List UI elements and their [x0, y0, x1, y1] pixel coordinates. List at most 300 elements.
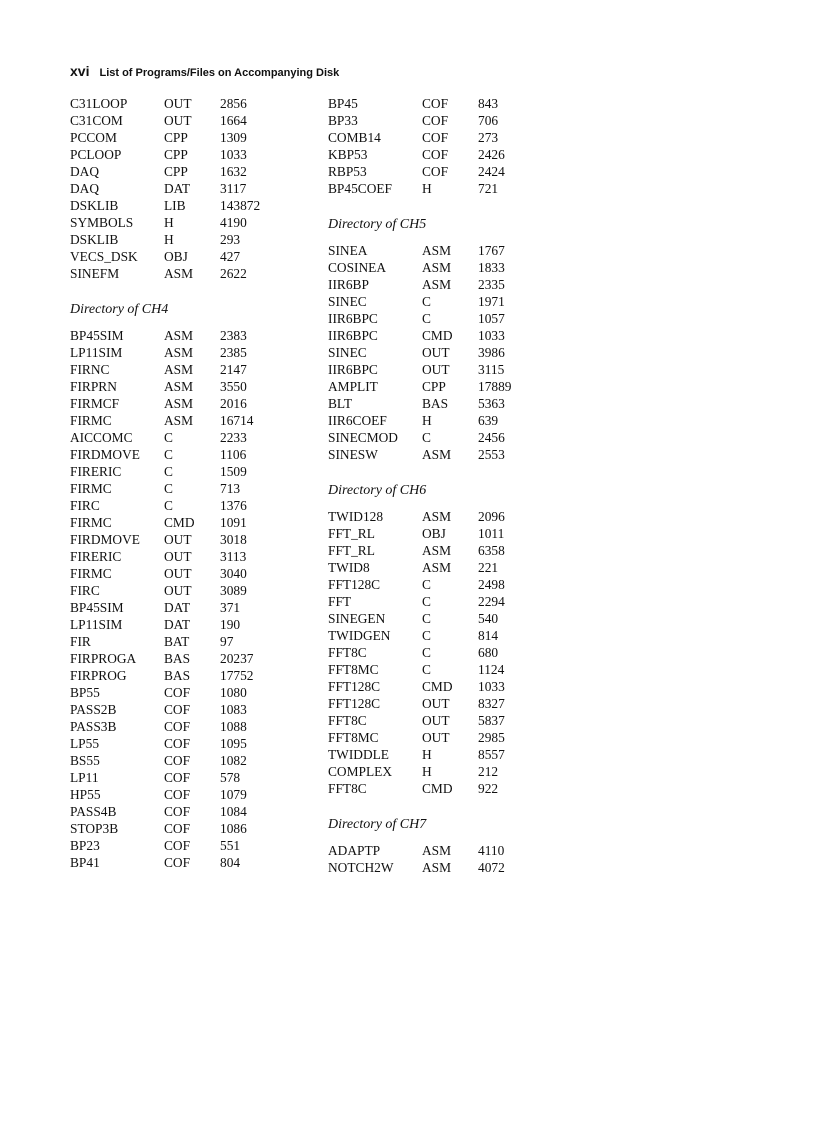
file-name: SINEC [328, 294, 367, 309]
file-size: 2985 [478, 730, 505, 745]
directory-section [328, 216, 528, 463]
file-extension: COF [422, 130, 449, 145]
file-extension: COF [164, 685, 191, 700]
file-row [70, 112, 270, 129]
file-row [328, 695, 528, 712]
file-size: 804 [220, 855, 241, 870]
file-name: SYMBOLS [70, 215, 134, 230]
file-extension: ASM [422, 509, 452, 524]
file-extension: H [422, 764, 432, 779]
file-size: 20237 [220, 651, 254, 666]
file-size: 1767 [478, 243, 505, 258]
file-size: 551 [220, 838, 241, 853]
file-row [328, 593, 528, 610]
file-list-column-right [328, 95, 528, 876]
file-row [328, 542, 528, 559]
file-size: 1091 [220, 515, 247, 530]
file-name: IIR6BPC [328, 328, 378, 343]
directory-section [328, 482, 528, 797]
file-name: VECS_DSK [70, 249, 138, 264]
file-size: 8557 [478, 747, 505, 762]
directory-heading: Directory of CH5 [328, 217, 427, 232]
file-row [70, 667, 270, 684]
file-name: FIRC [70, 583, 100, 598]
file-size: 706 [478, 113, 499, 128]
file-size: 17752 [220, 668, 254, 683]
file-name: C31COM [70, 113, 123, 128]
directory-section [328, 816, 528, 876]
file-row [328, 746, 528, 763]
file-name: BP45 [328, 96, 358, 111]
directory-heading: Directory of CH7 [328, 817, 427, 832]
file-name: IIR6COEF [328, 413, 387, 428]
file-row [70, 650, 270, 667]
file-size: 1376 [220, 498, 247, 513]
file-extension: C [164, 447, 173, 462]
file-name: BLT [328, 396, 353, 411]
file-extension: C [422, 628, 431, 643]
file-name: BP23 [70, 838, 100, 853]
file-size: 371 [220, 600, 241, 615]
file-row [328, 429, 528, 446]
file-extension: OUT [422, 696, 450, 711]
file-name: FIRMC [70, 566, 112, 581]
file-name: TWIDDLE [328, 747, 389, 762]
file-row [70, 480, 270, 497]
file-extension: ASM [422, 543, 452, 558]
file-extension: CMD [422, 328, 453, 343]
running-head-title: List of Programs/Files on Accompanying Disk [99, 67, 340, 79]
file-name: PCLOOP [70, 147, 122, 162]
file-extension: OUT [422, 345, 450, 360]
file-size: 2335 [478, 277, 505, 292]
file-size: 2096 [478, 509, 505, 524]
file-row [70, 514, 270, 531]
file-size: 1095 [220, 736, 247, 751]
file-row [70, 837, 270, 854]
file-size: 2147 [220, 362, 247, 377]
file-name: PASS2B [70, 702, 117, 717]
file-row [70, 548, 270, 565]
file-extension: C [422, 430, 431, 445]
file-row [70, 531, 270, 548]
file-extension: BAT [164, 634, 190, 649]
file-extension: OBJ [422, 526, 446, 541]
file-name: RBP53 [328, 164, 367, 179]
file-name: FIRERIC [70, 464, 122, 479]
file-row [328, 559, 528, 576]
file-row [328, 344, 528, 361]
file-extension: ASM [164, 345, 194, 360]
file-size: 1033 [220, 147, 247, 162]
file-size: 1083 [220, 702, 247, 717]
file-size: 4190 [220, 215, 247, 230]
page-number: xvi [70, 63, 90, 79]
file-row [328, 712, 528, 729]
file-name: FIRMC [70, 515, 112, 530]
file-extension: COF [422, 147, 449, 162]
file-extension: C [422, 611, 431, 626]
file-size: 2016 [220, 396, 247, 411]
file-row [328, 644, 528, 661]
file-name: FIRPROGA [70, 651, 137, 666]
file-size: 1057 [478, 311, 505, 326]
file-row [328, 780, 528, 797]
file-name: FIR [70, 634, 91, 649]
file-size: 2383 [220, 328, 247, 343]
file-name: SINEFM [70, 266, 120, 281]
file-row [328, 508, 528, 525]
file-size: 3089 [220, 583, 247, 598]
file-name: FIRDMOVE [70, 447, 140, 462]
file-row [70, 180, 270, 197]
file-size: 680 [478, 645, 499, 660]
file-name: LP55 [70, 736, 100, 751]
file-extension: H [422, 181, 432, 196]
file-name: KBP53 [328, 147, 368, 162]
file-size: 3113 [220, 549, 247, 564]
file-row [328, 361, 528, 378]
file-size: 1080 [220, 685, 247, 700]
file-row [70, 463, 270, 480]
file-row [70, 854, 270, 871]
file-size: 97 [220, 634, 234, 649]
file-size: 16714 [220, 413, 254, 428]
file-size: 17889 [478, 379, 512, 394]
file-row [328, 242, 528, 259]
file-size: 1632 [220, 164, 247, 179]
file-row [328, 610, 528, 627]
file-row [328, 276, 528, 293]
file-extension: ASM [164, 362, 194, 377]
file-row [328, 859, 528, 876]
file-size: 221 [478, 560, 499, 575]
file-size: 5837 [478, 713, 505, 728]
file-row [328, 729, 528, 746]
file-row [70, 497, 270, 514]
file-extension: COF [164, 702, 191, 717]
file-extension: COF [164, 736, 191, 751]
file-size: 2456 [478, 430, 505, 445]
file-extension: H [422, 413, 432, 428]
file-size: 2233 [220, 430, 247, 445]
file-row [70, 395, 270, 412]
file-row [70, 803, 270, 820]
file-name: IIR6BP [328, 277, 369, 292]
file-extension: CPP [422, 379, 446, 394]
file-row [70, 752, 270, 769]
file-row [328, 180, 528, 197]
file-row [328, 412, 528, 429]
file-extension: H [164, 232, 174, 247]
file-extension: C [422, 311, 431, 326]
file-size: 212 [478, 764, 499, 779]
file-size: 273 [478, 130, 499, 145]
file-extension: ASM [164, 379, 194, 394]
file-name: FFT8MC [328, 730, 379, 745]
file-row [328, 661, 528, 678]
file-name: BP33 [328, 113, 358, 128]
file-size: 578 [220, 770, 241, 785]
file-extension: OUT [422, 362, 450, 377]
file-name: IIR6BPC [328, 362, 378, 377]
file-size: 4110 [478, 843, 505, 858]
file-size: 1084 [220, 804, 247, 819]
file-extension: C [422, 594, 431, 609]
file-extension: OUT [164, 96, 192, 111]
file-size: 1106 [220, 447, 247, 462]
file-extension: BAS [422, 396, 449, 411]
file-name: COSINEA [328, 260, 387, 275]
file-size: 1833 [478, 260, 505, 275]
file-size: 1309 [220, 130, 247, 145]
file-row [70, 344, 270, 361]
file-extension: C [164, 498, 173, 513]
file-name: ADAPTP [328, 843, 381, 858]
file-extension: COF [164, 838, 191, 853]
file-row [70, 214, 270, 231]
file-extension: COF [164, 804, 191, 819]
file-extension: CPP [164, 147, 188, 162]
file-name: DSKLIB [70, 232, 119, 247]
file-name: SINESW [328, 447, 378, 462]
file-name: PASS4B [70, 804, 117, 819]
file-row [70, 446, 270, 463]
file-name: FFT8C [328, 781, 367, 796]
file-name: IIR6BPC [328, 311, 378, 326]
file-list-continuation [328, 95, 528, 197]
file-size: 3986 [478, 345, 505, 360]
file-name: DSKLIB [70, 198, 119, 213]
file-size: 713 [220, 481, 241, 496]
file-name: SINECMOD [328, 430, 398, 445]
file-extension: COF [164, 821, 191, 836]
file-name: FFT8C [328, 713, 367, 728]
file-row [328, 446, 528, 463]
file-extension: OUT [164, 532, 192, 547]
file-extension: OBJ [164, 249, 188, 264]
file-name: NOTCH2W [328, 860, 394, 875]
file-list-column-left [70, 95, 270, 871]
file-extension: COF [164, 787, 191, 802]
file-extension: COF [164, 855, 191, 870]
file-extension: LIB [164, 198, 186, 213]
file-name: FIRNC [70, 362, 110, 377]
file-size: 3117 [220, 181, 247, 196]
file-size: 1082 [220, 753, 247, 768]
file-extension: COF [164, 719, 191, 734]
file-name: FIRC [70, 498, 100, 513]
file-size: 814 [478, 628, 499, 643]
file-size: 293 [220, 232, 241, 247]
file-row [328, 525, 528, 542]
file-name: SINEGEN [328, 611, 386, 626]
file-extension: C [422, 577, 431, 592]
file-row [70, 163, 270, 180]
file-extension: OUT [422, 730, 450, 745]
file-row [328, 327, 528, 344]
file-size: 1664 [220, 113, 247, 128]
file-size: 4072 [478, 860, 505, 875]
file-size: 1079 [220, 787, 247, 802]
file-size: 922 [478, 781, 499, 796]
file-row [328, 627, 528, 644]
file-extension: DAT [164, 181, 191, 196]
file-extension: OUT [164, 113, 192, 128]
file-extension: COF [422, 113, 449, 128]
file-row [328, 763, 528, 780]
file-name: FFT_RL [328, 543, 375, 558]
file-row [70, 599, 270, 616]
file-row [328, 163, 528, 180]
file-row [70, 582, 270, 599]
file-name: FFT_RL [328, 526, 375, 541]
file-size: 2498 [478, 577, 505, 592]
file-name: BP45COEF [328, 181, 392, 196]
file-extension: OUT [164, 583, 192, 598]
file-name: BP41 [70, 855, 100, 870]
file-extension: H [422, 747, 432, 762]
file-row [328, 129, 528, 146]
file-name: FFT8C [328, 645, 367, 660]
file-extension: ASM [164, 396, 194, 411]
file-size: 2385 [220, 345, 247, 360]
file-extension: CMD [422, 781, 453, 796]
file-row [70, 820, 270, 837]
file-extension: BAS [164, 651, 191, 666]
file-row [328, 259, 528, 276]
file-size: 1033 [478, 328, 505, 343]
file-name: FFT8MC [328, 662, 379, 677]
file-name: SINEC [328, 345, 367, 360]
file-list-continuation [70, 95, 270, 282]
file-name: FFT128C [328, 696, 381, 711]
file-row [70, 701, 270, 718]
file-extension: ASM [422, 447, 452, 462]
file-size: 1124 [478, 662, 505, 677]
file-row [70, 565, 270, 582]
file-size: 427 [220, 249, 241, 264]
file-row [70, 146, 270, 163]
file-extension: COF [422, 164, 449, 179]
file-size: 843 [478, 96, 499, 111]
file-size: 190 [220, 617, 241, 632]
file-name: FIRERIC [70, 549, 122, 564]
file-extension: ASM [422, 560, 452, 575]
file-name: COMB14 [328, 130, 381, 145]
file-size: 1088 [220, 719, 247, 734]
file-extension: H [164, 215, 174, 230]
file-row [70, 327, 270, 344]
file-name: FIRDMOVE [70, 532, 140, 547]
file-extension: C [164, 464, 173, 479]
file-row [70, 197, 270, 214]
file-name: SINEA [328, 243, 368, 258]
file-row [70, 633, 270, 650]
file-name: DAQ [70, 164, 100, 179]
file-size: 1509 [220, 464, 247, 479]
file-extension: COF [164, 770, 191, 785]
file-row [70, 231, 270, 248]
running-head [70, 63, 339, 79]
file-size: 1033 [478, 679, 505, 694]
file-row [70, 616, 270, 633]
file-name: FIRMCF [70, 396, 120, 411]
file-size: 2856 [220, 96, 247, 111]
file-extension: OUT [422, 713, 450, 728]
file-size: 3040 [220, 566, 247, 581]
file-size: 2553 [478, 447, 505, 462]
file-row [328, 293, 528, 310]
file-extension: C [164, 430, 173, 445]
file-row [70, 248, 270, 265]
file-size: 1011 [478, 526, 505, 541]
file-extension: C [164, 481, 173, 496]
file-row [70, 361, 270, 378]
file-name: TWIDGEN [328, 628, 391, 643]
file-extension: ASM [422, 843, 452, 858]
file-size: 2294 [478, 594, 505, 609]
file-name: TWID128 [328, 509, 384, 524]
file-row [328, 678, 528, 695]
file-size: 5363 [478, 396, 505, 411]
file-size: 3115 [478, 362, 505, 377]
file-extension: ASM [422, 860, 452, 875]
file-extension: COF [164, 753, 191, 768]
file-row [70, 718, 270, 735]
file-size: 2426 [478, 147, 505, 162]
file-row [70, 786, 270, 803]
file-name: FIRMC [70, 413, 112, 428]
directory-heading: Directory of CH4 [70, 302, 169, 317]
file-extension: OUT [164, 566, 192, 581]
file-size: 2622 [220, 266, 247, 281]
file-name: LP11SIM [70, 617, 123, 632]
file-row [70, 129, 270, 146]
file-extension: ASM [164, 266, 194, 281]
file-extension: CPP [164, 130, 188, 145]
file-size: 2424 [478, 164, 505, 179]
file-name: FIRPROG [70, 668, 127, 683]
file-extension: C [422, 294, 431, 309]
file-row [70, 412, 270, 429]
file-name: FFT128C [328, 577, 381, 592]
file-size: 1086 [220, 821, 247, 836]
file-name: AMPLIT [328, 379, 378, 394]
file-size: 721 [478, 181, 499, 196]
file-name: HP55 [70, 787, 101, 802]
file-extension: CPP [164, 164, 188, 179]
file-name: PASS3B [70, 719, 117, 734]
file-extension: BAS [164, 668, 191, 683]
directory-section [70, 301, 270, 871]
file-row [70, 769, 270, 786]
file-extension: C [422, 645, 431, 660]
file-name: FIRPRN [70, 379, 117, 394]
file-name: STOP3B [70, 821, 119, 836]
file-size: 639 [478, 413, 499, 428]
file-row [70, 735, 270, 752]
file-extension: C [422, 662, 431, 677]
file-extension: DAT [164, 600, 191, 615]
file-size: 6358 [478, 543, 505, 558]
file-extension: ASM [422, 260, 452, 275]
file-extension: ASM [422, 277, 452, 292]
file-name: FIRMC [70, 481, 112, 496]
file-name: AICCOMC [70, 430, 133, 445]
file-size: 3018 [220, 532, 247, 547]
file-row [328, 576, 528, 593]
